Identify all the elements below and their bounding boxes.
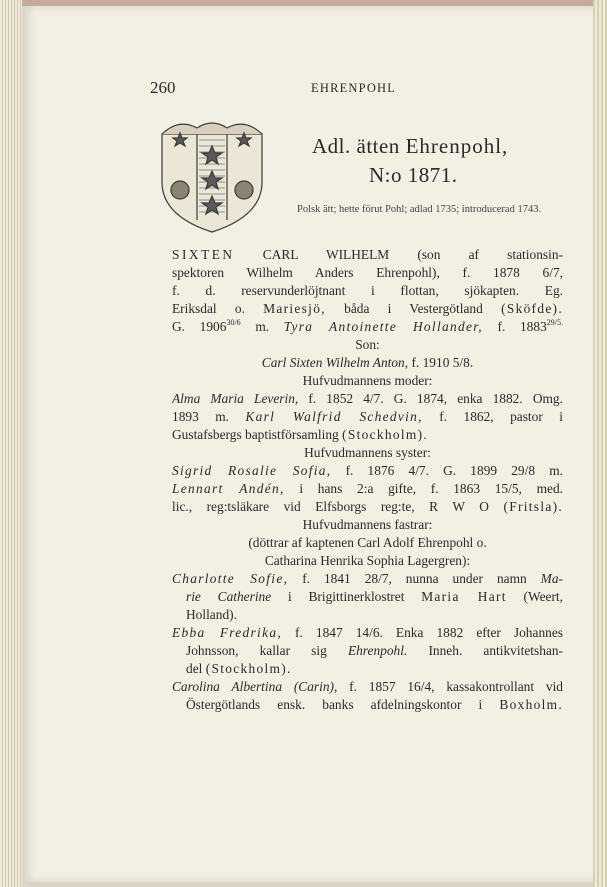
page-header [22,78,593,98]
family-note: Polsk ätt; hette förut Pohl; adlad 1735; introducerad 1743. [297,204,542,215]
book-page-edges-right [593,0,607,887]
section-heading: Hufvudmannens fastrar: [302,517,433,532]
entry-line: Charlotte Sofie, f. 1841 28/7, nunna under namn Ma- [172,571,563,586]
section-heading: Hufvudmannens moder: [302,373,433,388]
coat-of-arms-icon [159,116,265,234]
entry-line: (döttrar af kaptenen Carl Adolf Ehrenpohl o. [248,535,487,550]
entry-line: spektoren Wilhelm Anders Ehrenpohl), f. 1878 6/7, [172,265,563,280]
genealogy-text [172,246,563,714]
entry-line: Sigrid Rosalie Sofia, f. 1876 4/7. G. 1899 29/8 m. [172,463,563,478]
entry-line: Holland). [186,607,237,622]
entry-line: f. d. reservunderlöjtnant i flottan, sjökapten. Eg. [172,283,563,298]
entry-line: Alma Maria Leverin, f. 1852 4/7. G. 1874, enka 1882. Omg. [172,391,563,406]
section-heading: Hufvudmannens syster: [304,445,431,460]
entry-line: 1893 m. Karl Walfrid Schedvin, f. 1862, pastor i [172,409,563,424]
family-title [312,134,508,159]
entry-line: Ebba Fredrika, f. 1847 14/6. Enka 1882 efter Johannes [172,625,563,640]
entry-line: lic., reg:tsläkare vid Elfsborgs reg:te, R W O (Fritsla). [172,499,563,514]
entry-line: del (Stockholm). [186,661,292,676]
family-number: N:o 1871. [369,163,458,187]
entry-line: SIXTEN CARL WILHELM (son af stationsin- [172,247,563,262]
entry-line: Eriksdal o. Mariesjö, båda i Vestergötland (Sköfde). [172,301,563,316]
entry-line: G. $1906^{30/6}$ m. Tyra Antoinette Hollander, f. $1883^{29/5.}$ [172,318,563,334]
running-head: EHRENPOHL [311,81,397,95]
entry-line: Catharina Henrika Sophia Lagergren): [264,553,471,568]
book-page-edges-left [0,0,22,887]
entry-line: Gustafsbergs baptistförsamling (Stockholm). [172,427,429,442]
entry-line: Carolina Albertina (Carin), f. 1857 16/4, kassakontrollant vid [172,679,563,694]
entry-line: Östergötlands ensk. banks afdelningskontor i Boxholm. [186,697,563,712]
page-number: 260 [150,78,176,97]
section-heading: Son: [355,337,380,352]
family-name: Ehrenpohl, [405,134,509,158]
entry-line: Johnsson, kallar sig Ehrenpohl. Inneh. antikvitetshan- [186,643,563,658]
title-prefix: Adl. ätten [312,134,400,158]
entry-line: Carl Sixten Wilhelm Anton, f. 1910 5/8. [261,355,474,370]
entry-line: Lennart Andén, i hans 2:a gifte, f. 1863 15/5, med. [172,481,563,496]
book-page [22,6,593,882]
entry-line: rie Catherine i Brigittinerklostret Maria Hart (Weert, [186,589,563,604]
